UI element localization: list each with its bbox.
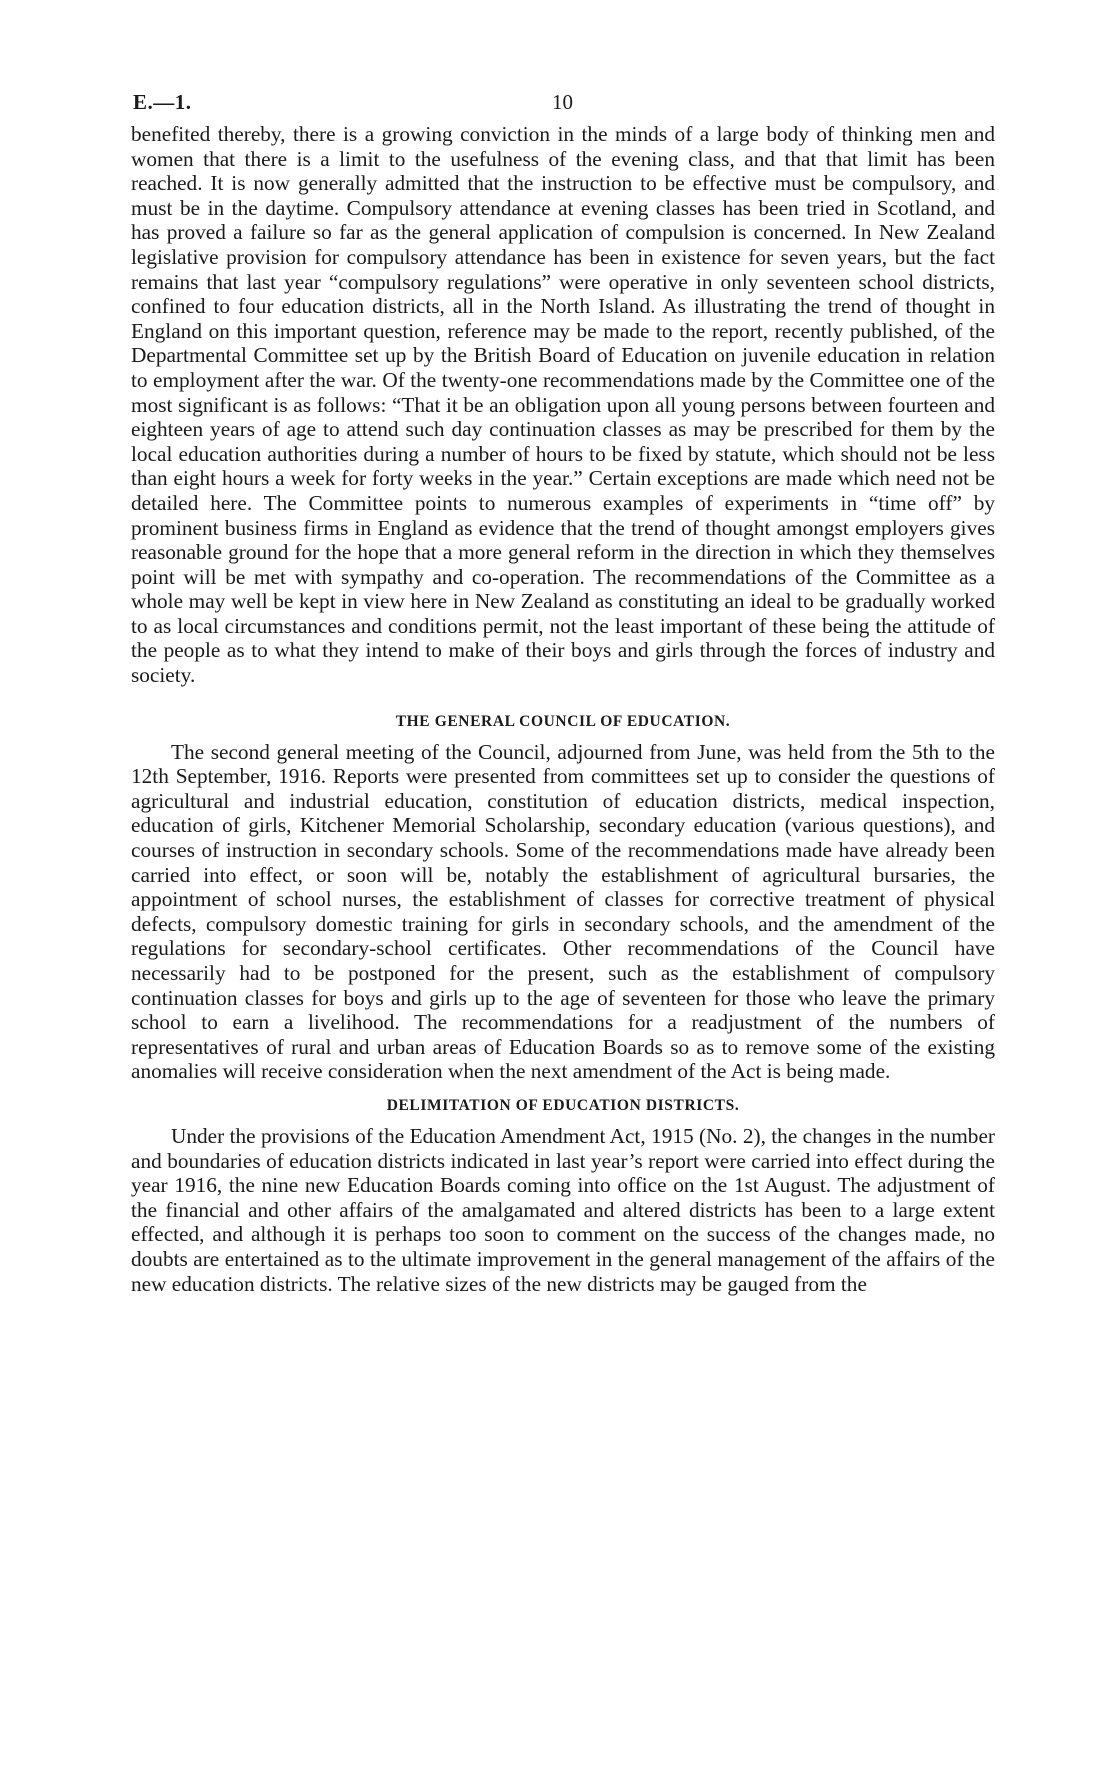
page-number: 10 [552,90,573,114]
section-heading-delimitation: DELIMITATION OF EDUCATION DISTRICTS. [386,1096,740,1114]
body-paragraph: The second general meeting of the Council, adjourned from June, was held from the 5th to the 12th September, 1916. Reports were presented from committees set up to consider the questions of agricultural and industrial education, constitution of education districts, medical inspection, education of girls, Kitchener Memorial Scholarship, secondary education (various questions), and courses of instruction in secondary schools. Some of the recommendations made have already been carried into effect, or soon will be, notably the establishment of agricultural bursaries, the appointment of school nurses, the establishment of classes for corrective treatment of physical defects, compulsory domestic training for girls in secondary schools, and the amendment of the regulations for secondary-school certificates. Other recommendations of the Council have necessarily had to be postponed for the present, such as the establishment of compulsory continuation classes for boys and girls up to the age of seventeen for those who leave the primary school to earn a livelihood. The recommendations for a readjustment of the numbers of representatives of rural and urban areas of Education Boards so as to remove some of the existing anomalies will receive consideration when the next amendment of the Act is being made. [131,739,995,1084]
running-header [131,90,995,122]
body-paragraph: benefited thereby, there is a growing conviction in the minds of a large body of thinking men and women that there is a limit to the usefulness of the evening class, and that that limit has been reached. It is now generally admitted that the instruction to be effective must be compulsory, and must be in the daytime. Compulsory attendance at evening classes has been tried in Scotland, and has proved a failure so far as the general application of compulsion is concerned. In New Zealand legislative provision for compulsory attendance has been in existence for seven years, but the fact remains that last year “compulsory regulations” were operative in only seventeen school districts, confined to four education districts, all in the North Island. As illustrating the trend of thought in England on this important question, reference may be made to the report, recently published, of the Departmental Committee set up by the British Board of Education on juvenile education in relation to employment after the war. Of the twenty-one recommendations made by the Committee one of the most significant is as follows: “That it be an obligation upon all young persons between fourteen and eighteen years of age to attend such day continuation classes as may be prescribed for them by the local education authorities during a number of hours to be fixed by statute, which should not be less than eight hours a week for forty weeks in the year.” Certain exceptions are made which need not be detailed here. The Committee points to numerous examples of experiments in “time off” by prominent business firms in England as evidence that the trend of thought amongst employers gives reasonable ground for the hope that a more general reform in the direction in which they themselves point will be met with sympathy and co-operation. The recommendations of the Committee as a whole may well be kept in view here in New Zealand as constituting an ideal to be gradually worked to as local circumstances and conditions permit, not the least important of these being the attitude of the people as to what they intend to make of their boys and girls through the forces of industry and society. [131,122,995,688]
document-page [131,90,995,1296]
body-paragraph: Under the provisions of the Education Amendment Act, 1915 (No. 2), the changes in the number and boundaries of education districts indicated in last year’s report were carried into effect during the year 1916, the nine new Education Boards coming into office on the 1st August. The adjustment of the financial and other affairs of the amalgamated and altered districts has been to a large extent effected, and although it is perhaps too soon to comment on the success of the changes made, no doubts are entertained as to the ultimate improvement in the general management of the affairs of the new education districts. The relative sizes of the new districts may be gauged from the [131,1123,995,1296]
document-reference: E.—1. [133,90,192,114]
section-heading-general-council: THE GENERAL COUNCIL OF EDUCATION. [395,712,731,730]
